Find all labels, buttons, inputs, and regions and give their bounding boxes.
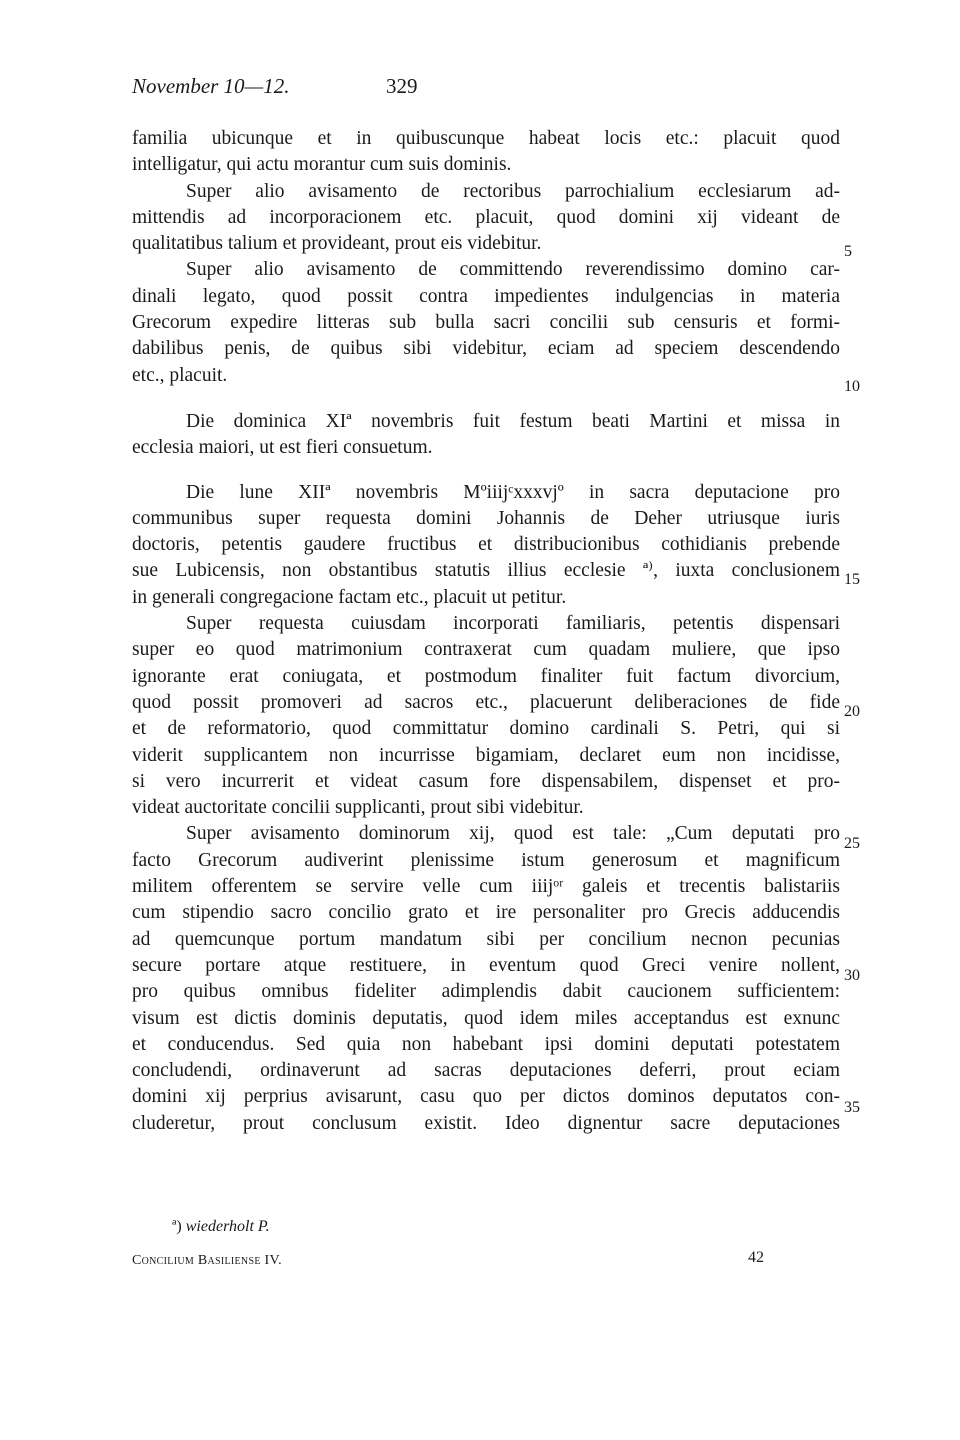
text-line: ad quemcunque portum mandatum sibi per concilium necnon pecunias [132, 928, 840, 950]
line-number: 5 [844, 243, 852, 260]
text-line: et conducendus. Sed quia non habebant ipsi domini deputati potestatem [132, 1033, 840, 1055]
text-line: sue Lubicensis, non obstantibus statutis illius ecclesie ª⁾, iuxta conclusionem [132, 560, 840, 582]
line-number: 35 [844, 1099, 860, 1116]
text-line: familia ubicunque et in quibuscunque habeat locis etc.: placuit quod [132, 128, 840, 149]
text-line: visum est dictis dominis deputatis, quod idem miles acceptandus est exnunc [132, 1007, 840, 1029]
text-line: dinali legato, quod possit contra impedientes indulgencias in materia [132, 285, 840, 307]
footnote [172, 1218, 270, 1236]
footnote-mark: ª) [172, 1218, 182, 1235]
text-line: qualitatibus talium et provideant, prout eis videbitur. [132, 233, 542, 255]
text-line: ecclesia maiori, ut est fieri consuetum. [132, 437, 433, 459]
page-number: 329 [386, 74, 418, 98]
line-number: 30 [844, 967, 860, 984]
text-line: Super alio avisamento de committendo reverendissimo domino car- [186, 259, 840, 281]
line-number: 25 [844, 835, 860, 852]
text-line: secure portare atque restituere, in eventum quod Greci venire nollent, [132, 954, 840, 976]
text-line: in generali congregacione factam etc., placuit ut petitur. [132, 586, 567, 608]
footnote-text: wiederholt P. [185, 1218, 270, 1235]
text-line: ignorante erat coniugata, et postmodum finaliter fuit factum divorcium, [132, 665, 840, 687]
text-line: videat auctoritate concilii supplicanti, prout sibi videbitur. [132, 797, 584, 819]
text-line: cluderetur, prout conclusum existit. Ideo dignentur sacre deputaciones [132, 1112, 840, 1134]
text-line: quod possit promoveri ad sacros etc., placuerunt deliberaciones de fide [132, 691, 840, 713]
footer-signature: Concilium Basiliense IV. [132, 1253, 282, 1268]
line-number: 20 [844, 703, 860, 720]
text-line: Die lune XIIª novembris Mºiiijᶜxxxvjº in sacra deputacione pro [186, 481, 840, 503]
running-header [132, 74, 840, 104]
text-line: concludendi, ordinaverunt ad sacras deputaciones deferri, prout eciam [132, 1060, 840, 1082]
line-number: 10 [844, 378, 860, 395]
text-line: mittendis ad incorporacionem etc. placuit, quod domini xij videant de [132, 206, 840, 228]
running-title: November 10—12. [132, 74, 290, 98]
text-line: Die dominica XIª novembris fuit festum beati Martini et missa in [186, 410, 840, 432]
sheet-number: 42 [748, 1249, 764, 1266]
text-line: dabilibus penis, de quibus sibi videbitur, eciam ad speciem descendendo [132, 338, 840, 360]
text-line: viderit supplicantem non incurrisse bigamiam, declaret eum non incidisse, [132, 744, 840, 766]
text-line: Super alio avisamento de rectoribus parrochialium ecclesiarum ad- [186, 180, 840, 202]
text-line: facto Grecorum audiverint plenissime istum generosum et magnificum [132, 849, 840, 871]
text-line: militem offerentem se servire velle cum iiijᵒʳ galeis et trecentis balistariis [132, 876, 840, 898]
line-number: 15 [844, 571, 860, 588]
text-line: domini xij perprius avisarunt, casu quo per dictos dominos deputatos con- [132, 1086, 840, 1108]
text-line: Super requesta cuiusdam incorporati familiaris, petentis dispensari [186, 613, 840, 635]
text-line: doctoris, petentis gaudere fructibus et distribucionibus cothidianis prebende [132, 534, 840, 556]
text-line: si vero incurrerit et videat casum fore dispensabilem, dispenset et pro- [132, 770, 840, 792]
text-line: communibus super requesta domini Johannis de Deher utriusque iuris [132, 507, 840, 529]
main-text [132, 126, 840, 1137]
text-line: pro quibus omnibus fideliter adimplendis dabit caucionem sufficientem: [132, 981, 840, 1003]
text-line: cum stipendio sacro concilio grato et ire personaliter pro Grecis adducendis [132, 902, 840, 924]
text-line: Grecorum expedire litteras sub bulla sacri concilii sub censuris et formi- [132, 312, 840, 334]
text-line: et de reformatorio, quod committatur domino cardinali S. Petri, qui si [132, 718, 840, 740]
text-line: intelligatur, qui actu morantur cum suis dominis. [132, 154, 512, 176]
text-line: etc., placuit. [132, 364, 228, 386]
text-line: super eo quod matrimonium contraxerat cum quadam muliere, que ipso [132, 639, 840, 661]
text-line: Super avisamento dominorum xij, quod est tale: „Cum deputati pro [186, 823, 840, 845]
